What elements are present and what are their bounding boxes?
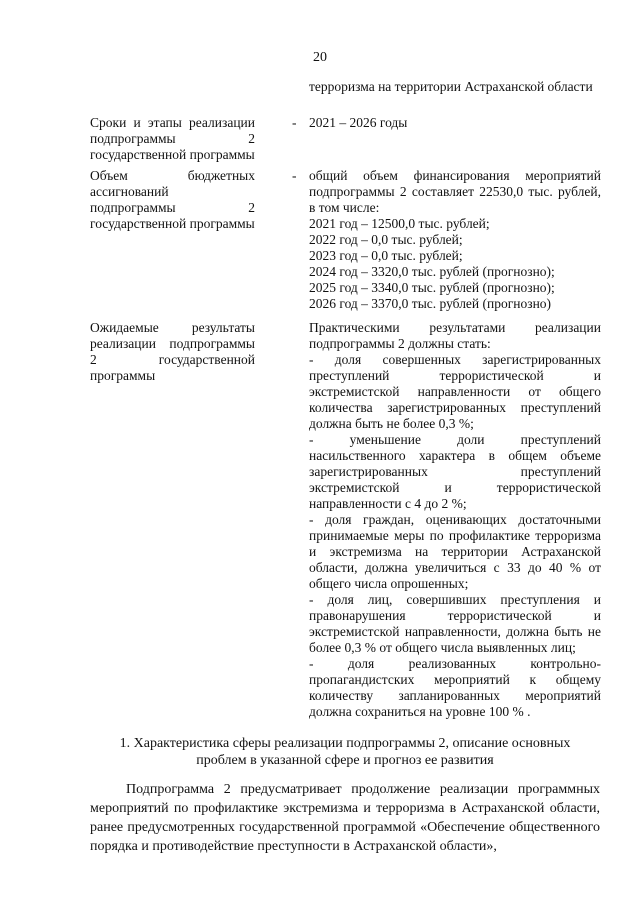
row-label: Ожидаемые результаты реализации подпрограммы 2 государственной программы <box>90 320 255 383</box>
budget-intro: общий объем финансирования мероприятий подпрограммы 2 составляет 22530,0 тыс. рублей, в том числе: <box>309 168 601 215</box>
result-item: - доля лиц, совершивших преступления и правонарушения террористической и экстремистской направленности, должна быть не более 0,3 % от общего числа выявленных лиц; <box>309 592 601 655</box>
budget-year-line: 2026 год – 3370,0 тыс. рублей (прогнозно) <box>309 296 552 311</box>
row-value: 2021 – 2026 годы <box>309 115 408 130</box>
continuation-text: терроризма на территории Астраханской области <box>309 79 593 94</box>
row-dash: - <box>292 168 297 183</box>
budget-year-line: 2024 год – 3320,0 тыс. рублей (прогнозно); <box>309 264 555 279</box>
budget-year-line: 2025 год – 3340,0 тыс. рублей (прогнозно); <box>309 280 555 295</box>
row-dash: - <box>292 115 297 130</box>
result-item: - доля граждан, оценивающих достаточными принимаемые меры по профилактике терроризма и экстремизма на территории Астраханской области, должна увеличиться с 33 до 40 % от общего числа опрошенных; <box>309 512 601 591</box>
result-item: - уменьшение доли преступлений насильственного характера в общем объеме зарегистрированных преступлений экстремистской и террористической направленности с 4 до 2 %; <box>309 432 601 511</box>
row-value <box>309 320 601 720</box>
budget-year-line: 2023 год – 0,0 тыс. рублей; <box>309 248 463 263</box>
row-label: Объем бюджетных ассигнований подпрограммы 2 государственной программы <box>90 168 255 231</box>
row-label: Сроки и этапы реализации подпрограммы 2 государственной программы <box>90 115 255 162</box>
row-value <box>309 168 601 312</box>
result-item: - доля реализованных контрольно-пропагандистских мероприятий к общему количеству запланированных мероприятий должна сохраниться на уровне 100 % . <box>309 656 601 719</box>
page-number: 20 <box>313 50 327 65</box>
budget-year-line: 2021 год – 12500,0 тыс. рублей; <box>309 216 490 231</box>
section-title: 1. Характеристика сферы реализации подпрограммы 2, описание основных проблем в указанной сфере и прогноз ее развития <box>119 736 571 768</box>
result-item: - доля совершенных зарегистрированных преступлений террористической и экстремистской направленности от общего количества зарегистрированных преступлений должна быть не более 0,3 %; <box>309 352 601 431</box>
body-paragraph: Подпрограмма 2 предусматривает продолжение реализации программных мероприятий по профилактике экстремизма и терроризма в Астраханской области, ранее предусмотренных государственной программой «Обеспечение общественного порядка и противодействие преступности в Астраханской области», <box>90 782 600 854</box>
budget-year-line: 2022 год – 0,0 тыс. рублей; <box>309 232 463 247</box>
results-intro: Практическими результатами реализации подпрограммы 2 должны стать: <box>309 320 601 351</box>
